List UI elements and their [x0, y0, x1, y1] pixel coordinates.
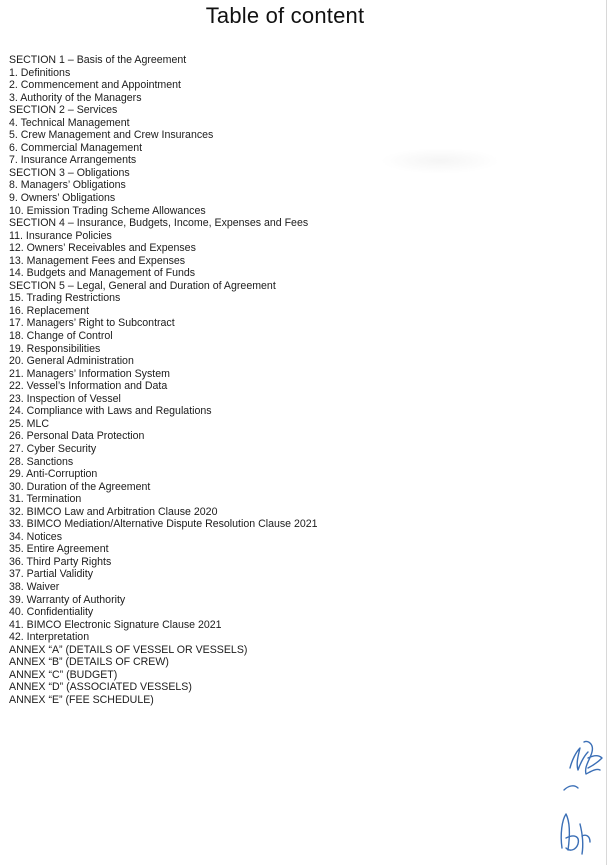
toc-entry: 8. Managers’ Obligations: [9, 179, 126, 192]
toc-entry: 17. Managers’ Right to Subcontract: [9, 317, 175, 330]
toc-entry: 1. Definitions: [9, 66, 71, 79]
toc-entry: SECTION 4 – Insurance, Budgets, Income, Expenses and Fees: [9, 217, 309, 230]
toc-entry: SECTION 5 – Legal, General and Duration of Agreement: [9, 279, 276, 292]
toc-entry: 5. Crew Management and Crew Insurances: [9, 129, 214, 142]
scan-smudge: [380, 148, 500, 174]
toc-entry: ANNEX “A” (DETAILS OF VESSEL OR VESSELS): [9, 643, 248, 656]
toc-entry: 25. MLC: [9, 417, 50, 430]
toc-entry: 20. General Administration: [9, 355, 134, 368]
toc-entry: 27. Cyber Security: [9, 442, 97, 455]
toc-entry: 32. BIMCO Law and Arbitration Clause 2020: [9, 505, 218, 518]
toc-entry: 40. Confidentiality: [9, 606, 94, 619]
toc-entry: SECTION 3 – Obligations: [9, 166, 130, 179]
toc-entry: 3. Authority of the Managers: [9, 91, 142, 104]
toc-entry: 9. Owners’ Obligations: [9, 192, 116, 205]
toc-entry: 24. Compliance with Laws and Regulations: [9, 405, 212, 418]
toc-entry: 16. Replacement: [9, 304, 90, 317]
toc-entry: 18. Change of Control: [9, 330, 113, 343]
toc-entry: 7. Insurance Arrangements: [9, 154, 137, 167]
toc-entry: 26. Personal Data Protection: [9, 430, 145, 443]
toc-entry: 22. Vessel’s Information and Data: [9, 380, 168, 393]
toc-entry: ANNEX “B” (DETAILS OF CREW): [9, 656, 169, 669]
page-title: Table of content: [205, 3, 365, 28]
toc-entry: 10. Emission Trading Scheme Allowances: [9, 204, 206, 217]
toc-entry: 34. Notices: [9, 530, 62, 543]
toc-entry: 31. Termination: [9, 493, 82, 506]
toc-entry: 28. Sanctions: [9, 455, 74, 468]
toc-entry: 39. Warranty of Authority: [9, 593, 126, 606]
toc-entry: 11. Insurance Policies: [9, 229, 112, 242]
toc-entry: ANNEX “C” (BUDGET): [9, 668, 118, 681]
toc-entry: 13. Management Fees and Expenses: [9, 254, 186, 267]
toc-entry: 2. Commencement and Appointment: [9, 79, 181, 92]
toc-entry: 14. Budgets and Management of Funds: [9, 267, 196, 280]
signature-initials-icon: [540, 738, 606, 860]
toc-entry: 29. Anti-Corruption: [9, 468, 98, 481]
toc-entry: 33. BIMCO Mediation/Alternative Dispute Resolution Clause 2021: [9, 518, 318, 531]
toc-entry: 37. Partial Validity: [9, 568, 94, 581]
toc-entry: ANNEX “E” (FEE SCHEDULE): [9, 693, 154, 706]
toc-entry: 23. Inspection of Vessel: [9, 392, 121, 405]
toc-entry: 6. Commercial Management: [9, 141, 143, 154]
toc-entry: 38. Waiver: [9, 580, 60, 593]
toc-entry: 36. Third Party Rights: [9, 555, 112, 568]
toc-entry: 4. Technical Management: [9, 116, 130, 129]
toc-entry: SECTION 2 – Services: [9, 104, 118, 117]
toc-entry: 19. Responsibilities: [9, 342, 101, 355]
toc-entry: 41. BIMCO Electronic Signature Clause 2021: [9, 618, 222, 631]
toc-entry: 21. Managers’ Information System: [9, 367, 170, 380]
toc-entry: 15. Trading Restrictions: [9, 292, 121, 305]
toc-entry: 35. Entire Agreement: [9, 543, 109, 556]
table-of-contents: [9, 54, 318, 706]
toc-entry: 12. Owners’ Receivables and Expenses: [9, 242, 196, 255]
toc-entry: SECTION 1 – Basis of the Agreement: [9, 54, 187, 66]
toc-entry: ANNEX “D” (ASSOCIATED VESSELS): [9, 681, 192, 694]
toc-entry: 42. Interpretation: [9, 631, 90, 644]
toc-entry: 30. Duration of the Agreement: [9, 480, 151, 493]
